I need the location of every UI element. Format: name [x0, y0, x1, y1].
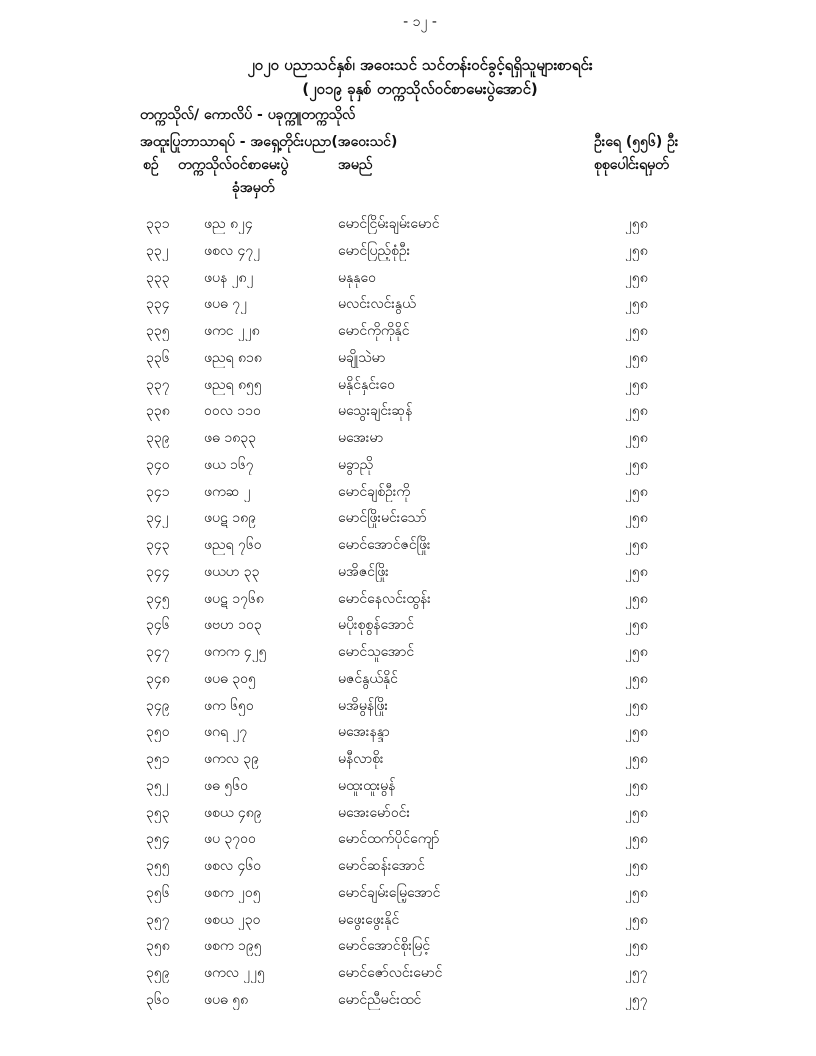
roll-number: ဖညရ ၈၁၈: [204, 349, 262, 366]
serial-number: ၃၅၆: [146, 884, 170, 901]
roll-number: ဖပန ၂၈၂: [204, 269, 254, 286]
student-name: မလင်းလင်းနွယ်: [338, 296, 416, 313]
total-score: ၂၅၈: [625, 751, 648, 767]
total-score: ၂၅၈: [625, 670, 648, 687]
serial-number: ၃၄၀: [146, 456, 170, 473]
roll-number: ဖဗဟ ၁၀၃: [204, 617, 262, 634]
column-header-total: စုစုပေါင်းရမှတ်: [594, 157, 669, 173]
serial-number: ၃၅၇: [146, 911, 170, 928]
serial-number: ၃၅၅: [146, 858, 170, 874]
serial-number: ၃၆၀: [146, 991, 170, 1008]
roll-number: ဖပဋ ၁၈၉: [204, 510, 256, 527]
total-score: ၂၅၇: [625, 965, 648, 981]
total-score: ၂၅၈: [625, 911, 648, 928]
roll-number: ဖကလ ၂၂၅: [204, 965, 265, 981]
roll-number: ဖပဋ ၁၇၆၈: [204, 590, 264, 607]
column-header-roll: တက္ကသိုလ်ဝင်စာမေးပွဲ: [178, 157, 289, 173]
table-row: [0, 907, 816, 934]
serial-number: ၃၄၁: [146, 483, 170, 500]
total-score: ၂၅၈: [625, 644, 648, 660]
student-name: မောင်ဇော်လင်းမောင်: [338, 965, 443, 981]
page-number: - ၁၂ -: [403, 14, 437, 30]
total-score: ၂၅၈: [625, 724, 648, 741]
roll-number: ဖည ၈၂၄: [204, 216, 253, 232]
column-header-name: အမည်: [338, 157, 373, 173]
roll-number: ဖကလ ၃၉: [204, 751, 260, 767]
roll-number: ဖစက ၁၉၅: [204, 938, 262, 955]
total-score: ၂၅၈: [625, 296, 648, 313]
roll-number: ဖဓ ၁၈၃၃: [204, 430, 256, 446]
serial-number: ၃၄၇: [146, 644, 170, 660]
table-row: [0, 318, 816, 345]
table-row: [0, 639, 816, 666]
total-score: ၂၅၈: [625, 617, 648, 634]
student-name: မအိဇင်ဖြိုး: [338, 563, 389, 580]
student-name: မအေးမော်ဝင်း: [338, 804, 410, 821]
table-row: [0, 693, 816, 720]
roll-number: ဖကက ၄၂၅: [204, 644, 267, 660]
serial-number: ၃၅၈: [146, 938, 170, 955]
total-score: ၂၅၈: [625, 510, 648, 527]
student-name: မောင်ညီမင်းထင်: [338, 991, 422, 1008]
serial-number: ၃၅၉: [146, 965, 170, 981]
total-score: ၂၅၈: [625, 563, 648, 580]
table-row: [0, 452, 816, 479]
serial-number: ၃၃၉: [146, 430, 170, 446]
total-score: ၂၅၈: [625, 430, 648, 446]
table-row: [0, 987, 816, 1014]
serial-number: ၃၃၃: [146, 269, 170, 286]
total-score: ၂၅၈: [625, 376, 648, 393]
table-row: [0, 612, 816, 639]
student-name: မောင်ကိုကိုနိုင်: [338, 323, 410, 339]
table-row: [0, 746, 816, 773]
table-row: [0, 479, 816, 506]
total-score: ၂၅၇: [625, 991, 648, 1008]
serial-number: ၃၄၆: [146, 617, 170, 634]
total-score: ၂၅၈: [625, 216, 648, 232]
serial-number: ၃၄၄: [146, 563, 170, 580]
student-name: မနိုင်နှင်းဝေ: [338, 376, 396, 393]
serial-number: ၃၃၂: [146, 242, 169, 259]
table-row: [0, 880, 816, 907]
student-name: မဇင်နွယ်နိုင်: [338, 670, 398, 687]
roll-number: ဖစလ ၄၇၂: [204, 242, 261, 259]
table-row: [0, 372, 816, 399]
table-row: [0, 719, 816, 746]
roll-number: ဖယ ၁၆၇: [204, 456, 254, 473]
table-row: [0, 425, 816, 452]
table-row: [0, 826, 816, 853]
total-score: ၂၅၈: [625, 537, 648, 553]
serial-number: ၃၅၄: [146, 831, 170, 848]
major-label: အထူးပြုဘာသာရပ် - အရှေ့တိုင်းပညာ(အဝေးသင်): [140, 134, 398, 150]
roll-number: ဖပဓ ၇၂: [204, 296, 248, 313]
serial-number: ၃၄၂: [146, 510, 169, 527]
student-name: မအေးနန္ဒာ: [338, 724, 390, 741]
student-name: မနုနုဝေ: [338, 269, 376, 286]
student-name: မောင်အောင်ဇင်ဖြိုး: [338, 537, 431, 553]
total-score: ၂၅၈: [625, 349, 648, 366]
student-name: မောင်ချစ်ဦးကို: [338, 483, 411, 500]
roll-number: ဖညရ ၈၅၅: [204, 376, 262, 393]
roll-number: ဖဂရ ၂၇: [204, 724, 248, 741]
student-name: မဖွေးဖွေးနိုင်: [338, 911, 400, 928]
student-name: မောင်ထက်ပိုင်ကျော်: [338, 831, 440, 848]
table-row: [0, 960, 816, 987]
table-row: [0, 933, 816, 960]
serial-number: ၃၄၅: [146, 590, 170, 607]
student-name: မပိုးစုစွန်အောင်: [338, 617, 414, 634]
table-row: [0, 238, 816, 265]
table-row: [0, 853, 816, 880]
results-table: [0, 211, 816, 1014]
student-name: မအိမွန်ဖြိုး: [338, 697, 388, 714]
column-header-serial: စဉ်: [143, 157, 159, 173]
student-name: မောင်ဖြိုးမင်းသော်: [338, 510, 427, 527]
serial-number: ၃၃၇: [146, 376, 170, 393]
student-name: မချိုသဲမာ: [338, 349, 386, 366]
student-name: မောင်အောင်စိုးမြင့်: [338, 938, 431, 955]
roll-number: ဖစက ၂၀၅: [204, 884, 261, 901]
table-row: [0, 398, 816, 425]
student-name: မအေးမာ: [338, 430, 384, 446]
roll-number: ဖက ၆၅၀: [204, 697, 254, 714]
total-score: ၂၅၈: [625, 697, 648, 714]
serial-number: ၃၅၀: [146, 724, 170, 741]
total-score: ၂၅၈: [625, 777, 648, 794]
serial-number: ၃၅၁: [146, 751, 170, 767]
serial-number: ၃၃၈: [146, 403, 170, 420]
table-row: [0, 265, 816, 292]
roll-number: ဖစယ ၂၃၀: [204, 911, 261, 928]
student-name: မနီလာစိုး: [338, 751, 384, 767]
table-row: [0, 666, 816, 693]
roll-number: ဝဝလ ၁၁၀: [204, 403, 261, 420]
roll-number: ဖယဟ ၃၃: [204, 563, 260, 580]
table-row: [0, 291, 816, 318]
serial-number: ၃၄၉: [146, 697, 170, 714]
total-score: ၂၅၈: [625, 269, 648, 286]
student-name: မောင်နေလင်းထွန်း: [338, 590, 431, 607]
student-name: မောင်ငြိမ်းချမ်းမောင်: [338, 216, 440, 232]
roll-number: ဖစယ ၄၈၉: [204, 804, 262, 821]
total-score: ၂၅၈: [625, 804, 648, 821]
serial-number: ၃၄၃: [146, 537, 170, 553]
document-title: ၂၀၂၀ ပညာသင်နှစ်၊ အဝေးသင် သင်တန်းဝင်ခွင့်ရရှိသူများစာရင်း: [247, 56, 593, 74]
total-score: ၂၅၈: [625, 831, 648, 848]
student-name: မောင်သူအောင်: [338, 644, 415, 660]
serial-number: ၃၅၂: [146, 777, 169, 794]
roll-number: ဖကဆ ၂: [204, 483, 251, 500]
roll-number: ဖပဓ ၃၀၅: [204, 670, 256, 687]
roll-number: ဖညရ ၇၆၀: [204, 537, 262, 553]
document-subtitle: (၂၀၁၉ ခုနှစ် တက္ကသိုလ်ဝင်စာမေးပွဲအောင်): [302, 80, 538, 98]
total-score: ၂၅၈: [625, 483, 648, 500]
serial-number: ၃၃၅: [146, 323, 170, 339]
serial-number: ၃၃၄: [146, 296, 170, 313]
student-name: မထူးထူးမွန်: [338, 777, 396, 794]
table-row: [0, 800, 816, 827]
roll-number: ဖစလ ၄၆၀: [204, 858, 262, 874]
total-score: ၂၅၈: [625, 590, 648, 607]
student-name: မခွာညို: [338, 456, 374, 473]
total-score: ၂၅၈: [625, 456, 648, 473]
table-row: [0, 559, 816, 586]
table-row: [0, 586, 816, 613]
total-score: ၂၅၈: [625, 938, 648, 955]
student-name: မသွေးချင်းဆုန်: [338, 403, 413, 420]
roll-number: ဖကင ၂၂၈: [204, 323, 260, 339]
student-count: ဦးရေ (၅၅၆) ဦး: [594, 134, 679, 150]
student-name: မောင်ပြည့်စုံဦး: [338, 242, 411, 259]
serial-number: ၃၅၃: [146, 804, 170, 821]
serial-number: ၃၃၁: [146, 216, 170, 232]
university-label: တက္ကသိုလ်/ ကောလိပ် - ပခုက္ကူတက္ကသိုလ်: [140, 107, 356, 123]
total-score: ၂၅၈: [625, 403, 648, 420]
student-name: မောင်ချမ်းမြေ့အောင်: [338, 884, 441, 901]
table-row: [0, 773, 816, 800]
total-score: ၂၅၈: [625, 858, 648, 874]
student-name: မောင်ဆန်းအောင်: [338, 858, 425, 874]
serial-number: ၃၄၈: [146, 670, 170, 687]
total-score: ၂၅၈: [625, 323, 648, 339]
table-row: [0, 505, 816, 532]
serial-number: ၃၃၆: [146, 349, 170, 366]
table-row: [0, 345, 816, 372]
roll-number: ဖပဓ ၅၈: [204, 991, 249, 1008]
roll-number: ဖဓ ၅၆၀: [204, 777, 248, 794]
total-score: ၂၅၈: [625, 242, 648, 259]
column-header-roll-line2: ခုံအမှတ်: [232, 180, 275, 196]
roll-number: ဖပ ၃၇၀၀: [204, 831, 256, 848]
table-row: [0, 211, 816, 238]
total-score: ၂၅၈: [625, 884, 648, 901]
table-row: [0, 532, 816, 559]
